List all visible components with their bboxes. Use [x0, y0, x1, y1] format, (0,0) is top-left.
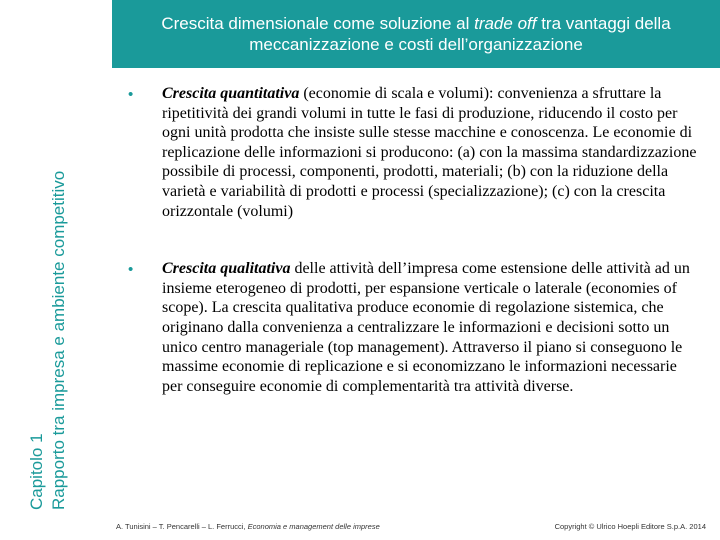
footer-book-title: Economia e management delle imprese	[247, 522, 380, 531]
bullet-item	[128, 259, 700, 396]
bullet-dot-icon: •	[128, 86, 134, 103]
slide-title: Crescita dimensionale come soluzione al trade off tra vantaggi della meccanizzazione e costi dell’organizzazione	[161, 14, 671, 54]
footer-citation	[116, 522, 380, 531]
bullet-term: Crescita quantitativa	[162, 85, 300, 102]
title-band	[112, 0, 720, 68]
chapter-label: Capitolo 1	[27, 433, 46, 510]
sidebar-vertical-title	[26, 10, 70, 510]
bullet-text: (economie di scala e volumi): convenienza a sfruttare la ripetitività dei grandi volumi in tutte le fasi di produzione, riducendo il costo per ogni unità prodotta che insiste sulle stesse macchine e conoscenza. Le economie di replicazione delle informazioni si producono: (a) con la massima standardizzazione possibile di processi, componenti, prodotti, materiali; (b) con la riduzione della varietà e variabilità di prodotti e processi (specializzazione); (c) con la crescita orizzontale (volumi)	[162, 85, 697, 220]
sidebar	[0, 0, 100, 540]
bullet-text: delle attività dell’impresa come estensione delle attività ad un insieme eterogeneo di prodotti, per espansione verticale o laterale (economies of scope). La crescita qualitativa produce economie di regolazione sistemica, che originano dalla convenienza a centralizzare le informazioni e decisioni sotto un unico centro manageriale (top management). Attraverso il piano si conseguono le massime economie di replicazione e si economizzano le informazioni necessarie per conseguire economie di complementarità tra attività diverse.	[162, 260, 690, 395]
bullet-item	[128, 84, 700, 221]
title-italic-term: trade off	[474, 14, 537, 33]
slide-content	[128, 84, 700, 434]
chapter-subtitle: Rapporto tra impresa e ambiente competitivo	[49, 170, 68, 510]
footer	[116, 522, 706, 536]
bullet-dot-icon: •	[128, 261, 134, 279]
footer-authors: A. Tunisini – T. Pencarelli – L. Ferrucci,	[116, 522, 248, 531]
footer-copyright: Copyright © Ulrico Hoepli Editore S.p.A. 2014	[554, 522, 706, 531]
bullet-term: Crescita qualitativa	[162, 260, 291, 278]
